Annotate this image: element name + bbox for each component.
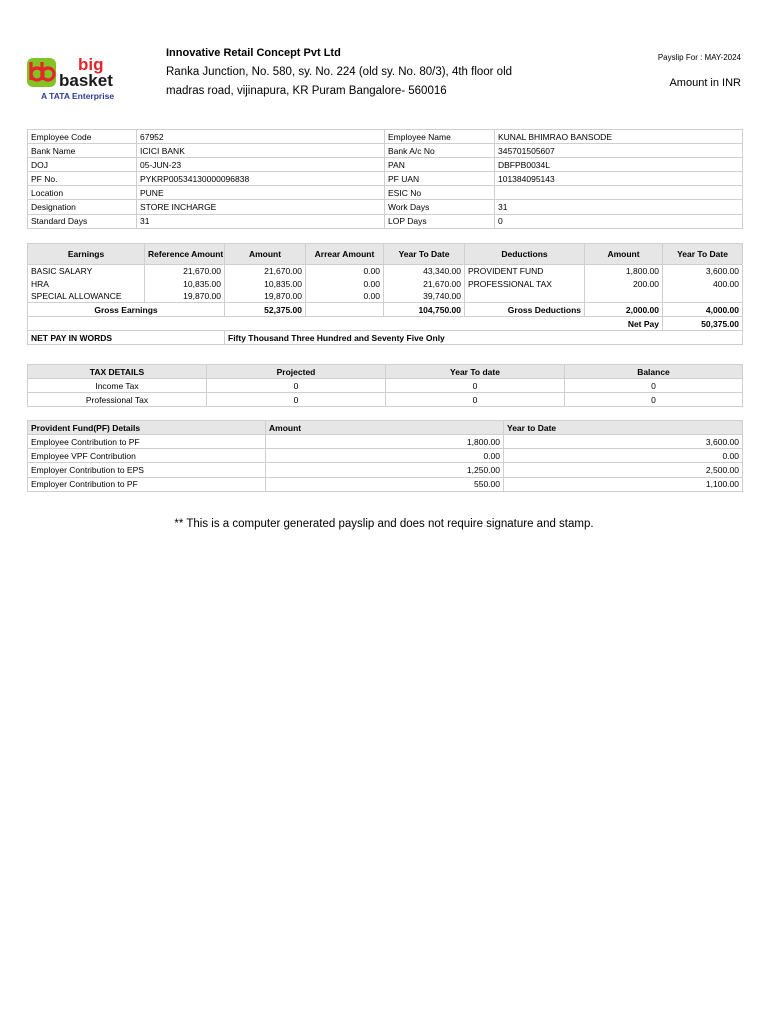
gross-deductions-amount: 2,000.00 <box>585 303 663 317</box>
table-cell: Employee VPF Contribution <box>28 449 266 463</box>
table-cell: HRA <box>28 277 145 289</box>
currency-note: Amount in INR <box>669 77 741 89</box>
pf-details-table <box>27 420 743 492</box>
column-header: Deductions <box>465 244 585 265</box>
column-header: Year To Date <box>663 244 743 265</box>
gross-earnings-ytd: 104,750.00 <box>384 303 465 317</box>
field-value: KUNAL BHIMRAO BANSODE <box>495 130 743 144</box>
column-header: Year to Date <box>504 421 743 435</box>
column-header: Earnings <box>28 244 145 265</box>
employee-row <box>28 186 743 200</box>
table-cell: 21,670.00 <box>384 277 465 289</box>
table-cell: 19,870.00 <box>225 290 306 303</box>
company-name: Innovative Retail Concept Pvt Ltd <box>166 47 341 59</box>
field-value: PUNE <box>137 186 385 200</box>
field-label: PAN <box>385 158 495 172</box>
net-pay-words: Fifty Thousand Three Hundred and Seventy Five Only <box>225 331 743 345</box>
field-label: Designation <box>28 200 137 214</box>
table-cell: 1,800.00 <box>266 435 504 449</box>
employee-row <box>28 158 743 172</box>
net-pay-row <box>28 317 743 331</box>
field-label: Work Days <box>385 200 495 214</box>
table-cell: 3,600.00 <box>663 265 743 278</box>
table-cell: 19,870.00 <box>145 290 225 303</box>
tax-row <box>28 379 743 393</box>
earning-row <box>28 265 743 278</box>
employee-details-table <box>27 129 743 229</box>
field-value <box>495 186 743 200</box>
earning-row <box>28 290 743 303</box>
logo-tagline: A TATA Enterprise <box>41 91 115 101</box>
column-header: Year To date <box>386 365 565 379</box>
column-header: Projected <box>207 365 386 379</box>
column-header: Arrear Amount <box>306 244 384 265</box>
employee-row <box>28 200 743 214</box>
field-label: PF UAN <box>385 172 495 186</box>
field-value: 67952 <box>137 130 385 144</box>
tax-details-table <box>27 364 743 407</box>
table-cell: 400.00 <box>663 277 743 289</box>
column-header: Amount <box>225 244 306 265</box>
table-cell: 1,250.00 <box>266 463 504 477</box>
column-header: TAX DETAILS <box>28 365 207 379</box>
table-cell: 0.00 <box>504 449 743 463</box>
table-cell: 0 <box>386 379 565 393</box>
employee-row <box>28 214 743 228</box>
table-cell: 21,670.00 <box>145 265 225 278</box>
footer-note: ** This is a computer generated payslip and does not require signature and stamp. <box>174 518 594 530</box>
employee-row <box>28 172 743 186</box>
table-cell: 0 <box>565 379 743 393</box>
table-cell <box>585 290 663 303</box>
field-value: ICICI BANK <box>137 144 385 158</box>
field-value: 31 <box>495 200 743 214</box>
table-cell: Income Tax <box>28 379 207 393</box>
net-pay-label: Net Pay <box>585 317 663 331</box>
field-value: PYKRP00534130000096838 <box>137 172 385 186</box>
table-cell: 0 <box>207 393 386 407</box>
table-cell <box>465 290 585 303</box>
company-address: Ranka Junction, No. 580, sy. No. 224 (old sy. No. 80/3), 4th floor old madras road, vijinapura, KR Puram Bangalore- 560016 <box>166 66 513 97</box>
field-value: STORE INCHARGE <box>137 200 385 214</box>
table-cell: 550.00 <box>266 477 504 491</box>
earning-row <box>28 277 743 289</box>
column-header: Reference Amount <box>145 244 225 265</box>
field-label: LOP Days <box>385 214 495 228</box>
net-pay-amount: 50,375.00 <box>663 317 743 331</box>
field-value: DBFPB0034L <box>495 158 743 172</box>
field-value: 0 <box>495 214 743 228</box>
field-label: Bank A/c No <box>385 144 495 158</box>
field-label: Location <box>28 186 137 200</box>
field-label: DOJ <box>28 158 137 172</box>
table-cell: SPECIAL ALLOWANCE <box>28 290 145 303</box>
payslip-period: Payslip For : MAY-2024 <box>657 53 741 62</box>
field-label: Employee Code <box>28 130 137 144</box>
logo-line2: basket <box>59 71 113 90</box>
table-cell: Employer Contribution to PF <box>28 477 266 491</box>
table-cell: 2,500.00 <box>504 463 743 477</box>
field-label: Employee Name <box>385 130 495 144</box>
table-cell: BASIC SALARY <box>28 265 145 278</box>
column-header: Year To Date <box>384 244 465 265</box>
table-cell: 3,600.00 <box>504 435 743 449</box>
table-cell: 0.00 <box>306 265 384 278</box>
table-cell: 200.00 <box>585 277 663 289</box>
table-cell: Professional Tax <box>28 393 207 407</box>
table-cell: 0 <box>386 393 565 407</box>
gross-deductions-ytd: 4,000.00 <box>663 303 743 317</box>
tax-row <box>28 393 743 407</box>
logo-line1: big <box>78 55 104 74</box>
gross-row <box>28 303 743 317</box>
table-cell: 39,740.00 <box>384 290 465 303</box>
field-value: 31 <box>137 214 385 228</box>
table-cell: 0 <box>207 379 386 393</box>
company-logo <box>26 54 150 104</box>
field-label: Standard Days <box>28 214 137 228</box>
table-cell: 10,835.00 <box>225 277 306 289</box>
table-cell: 0.00 <box>306 277 384 289</box>
column-header: Provident Fund(PF) Details <box>28 421 266 435</box>
net-pay-words-label: NET PAY IN WORDS <box>28 331 225 345</box>
field-value: 101384095143 <box>495 172 743 186</box>
table-cell: 21,670.00 <box>225 265 306 278</box>
gross-deductions-label: Gross Deductions <box>465 303 585 317</box>
net-pay-words-row <box>28 331 743 345</box>
table-cell: 1,800.00 <box>585 265 663 278</box>
table-cell: 0.00 <box>306 290 384 303</box>
gross-earnings-amount: 52,375.00 <box>225 303 306 317</box>
table-cell <box>663 290 743 303</box>
table-cell: Employer Contribution to EPS <box>28 463 266 477</box>
field-label: Bank Name <box>28 144 137 158</box>
table-cell: 0 <box>565 393 743 407</box>
employee-row <box>28 144 743 158</box>
column-header: Amount <box>585 244 663 265</box>
column-header: Balance <box>565 365 743 379</box>
field-value: 345701505607 <box>495 144 743 158</box>
field-label: PF No. <box>28 172 137 186</box>
table-cell: PROVIDENT FUND <box>465 265 585 278</box>
table-cell: PROFESSIONAL TAX <box>465 277 585 289</box>
employee-row <box>28 130 743 144</box>
field-label: ESIC No <box>385 186 495 200</box>
field-value: 05-JUN-23 <box>137 158 385 172</box>
table-cell: 10,835.00 <box>145 277 225 289</box>
pf-row <box>28 435 743 449</box>
pf-row <box>28 449 743 463</box>
pf-row <box>28 477 743 491</box>
table-cell: 43,340.00 <box>384 265 465 278</box>
column-header: Amount <box>266 421 504 435</box>
table-cell: Employee Contribution to PF <box>28 435 266 449</box>
table-cell: 1,100.00 <box>504 477 743 491</box>
table-cell: 0.00 <box>266 449 504 463</box>
gross-earnings-label: Gross Earnings <box>28 303 225 317</box>
pf-row <box>28 463 743 477</box>
bigbasket-logo-icon <box>26 54 150 104</box>
earnings-deductions-table <box>27 243 743 345</box>
